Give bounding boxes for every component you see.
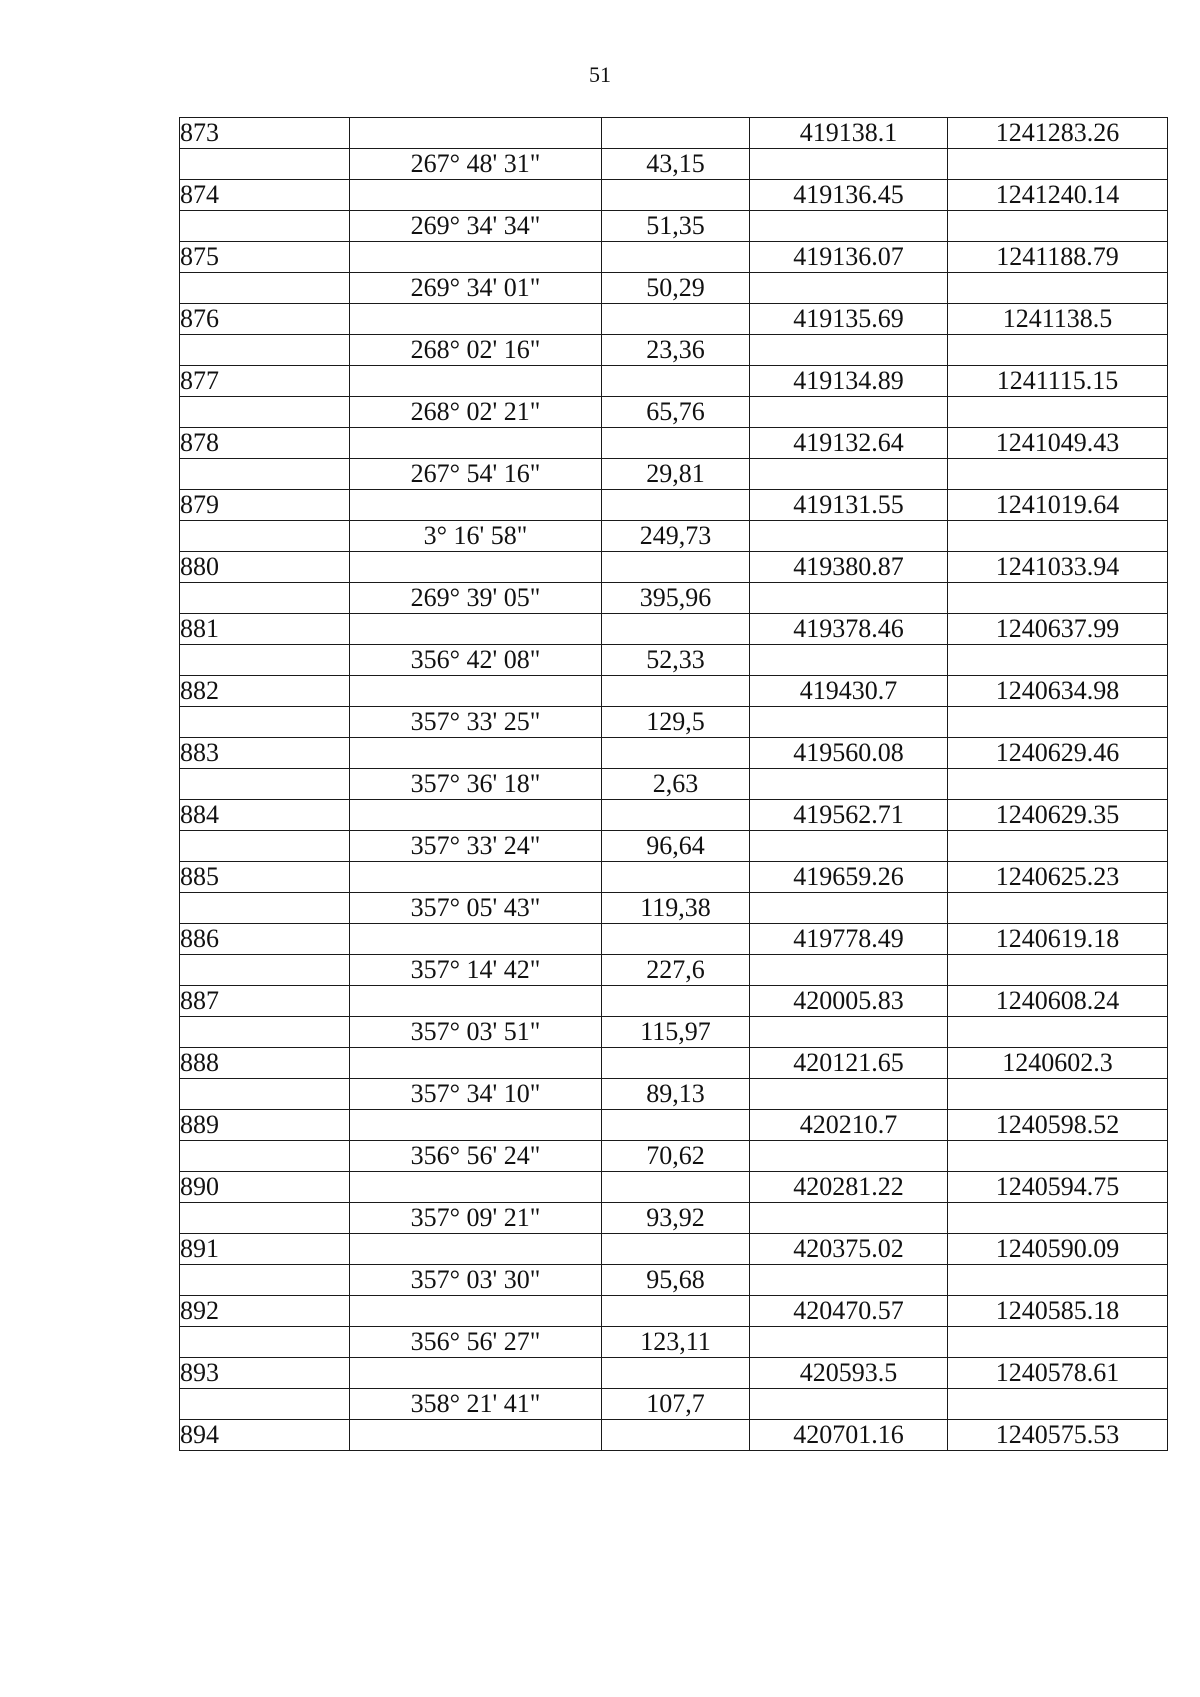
table-row [180, 304, 1168, 335]
distance-cell [602, 738, 750, 769]
point-number-cell: 877 [180, 366, 350, 397]
y-coordinate-cell: 1241115.15 [948, 366, 1168, 397]
distance-cell [602, 862, 750, 893]
x-coordinate-cell [750, 1203, 948, 1234]
table-row [180, 738, 1168, 769]
bearing-angle-cell [350, 304, 602, 335]
y-coordinate-cell [948, 149, 1168, 180]
x-coordinate-cell [750, 211, 948, 242]
x-coordinate-cell [750, 893, 948, 924]
distance-cell [602, 1358, 750, 1389]
x-coordinate-cell: 419560.08 [750, 738, 948, 769]
distance-cell: 65,76 [602, 397, 750, 428]
table-row [180, 211, 1168, 242]
bearing-angle-cell [350, 738, 602, 769]
point-number-cell: 885 [180, 862, 350, 893]
point-number-cell: 883 [180, 738, 350, 769]
table-row [180, 149, 1168, 180]
bearing-angle-cell [350, 986, 602, 1017]
point-number-cell: 890 [180, 1172, 350, 1203]
bearing-angle-cell [350, 490, 602, 521]
x-coordinate-cell [750, 645, 948, 676]
table-row [180, 118, 1168, 149]
table-row [180, 1141, 1168, 1172]
x-coordinate-cell: 419562.71 [750, 800, 948, 831]
table-row [180, 552, 1168, 583]
distance-cell: 43,15 [602, 149, 750, 180]
bearing-angle-cell [350, 552, 602, 583]
distance-cell: 29,81 [602, 459, 750, 490]
point-number-cell [180, 707, 350, 738]
distance-cell [602, 304, 750, 335]
table-row [180, 1358, 1168, 1389]
y-coordinate-cell [948, 397, 1168, 428]
x-coordinate-cell: 420593.5 [750, 1358, 948, 1389]
y-coordinate-cell: 1240625.23 [948, 862, 1168, 893]
y-coordinate-cell [948, 1327, 1168, 1358]
x-coordinate-cell: 420281.22 [750, 1172, 948, 1203]
y-coordinate-cell: 1240585.18 [948, 1296, 1168, 1327]
bearing-angle-cell [350, 1172, 602, 1203]
bearing-angle-cell: 356° 56' 27" [350, 1327, 602, 1358]
x-coordinate-cell: 419136.45 [750, 180, 948, 211]
table-row [180, 676, 1168, 707]
y-coordinate-cell [948, 459, 1168, 490]
table-row [180, 1296, 1168, 1327]
y-coordinate-cell [948, 1203, 1168, 1234]
table-row [180, 986, 1168, 1017]
x-coordinate-cell [750, 1389, 948, 1420]
x-coordinate-cell: 419378.46 [750, 614, 948, 645]
bearing-angle-cell [350, 428, 602, 459]
table-row [180, 397, 1168, 428]
bearing-angle-cell: 358° 21' 41" [350, 1389, 602, 1420]
point-number-cell: 891 [180, 1234, 350, 1265]
distance-cell: 96,64 [602, 831, 750, 862]
table-row [180, 1048, 1168, 1079]
distance-cell [602, 242, 750, 273]
y-coordinate-cell: 1241049.43 [948, 428, 1168, 459]
distance-cell: 52,33 [602, 645, 750, 676]
x-coordinate-cell [750, 1079, 948, 1110]
bearing-angle-cell: 269° 34' 34" [350, 211, 602, 242]
point-number-cell: 878 [180, 428, 350, 459]
bearing-angle-cell: 357° 03' 30" [350, 1265, 602, 1296]
distance-cell: 129,5 [602, 707, 750, 738]
x-coordinate-cell: 419138.1 [750, 118, 948, 149]
y-coordinate-cell [948, 273, 1168, 304]
point-number-cell: 880 [180, 552, 350, 583]
point-number-cell: 888 [180, 1048, 350, 1079]
distance-cell [602, 1420, 750, 1451]
point-number-cell: 884 [180, 800, 350, 831]
x-coordinate-cell: 419380.87 [750, 552, 948, 583]
distance-cell [602, 366, 750, 397]
point-number-cell [180, 769, 350, 800]
table-row [180, 1265, 1168, 1296]
y-coordinate-cell [948, 1389, 1168, 1420]
y-coordinate-cell: 1241283.26 [948, 118, 1168, 149]
x-coordinate-cell: 419132.64 [750, 428, 948, 459]
y-coordinate-cell: 1240594.75 [948, 1172, 1168, 1203]
bearing-angle-cell [350, 924, 602, 955]
x-coordinate-cell: 419659.26 [750, 862, 948, 893]
distance-cell [602, 118, 750, 149]
bearing-angle-cell: 357° 34' 10" [350, 1079, 602, 1110]
point-number-cell: 886 [180, 924, 350, 955]
coordinates-table-body [180, 118, 1168, 1451]
x-coordinate-cell [750, 1017, 948, 1048]
bearing-angle-cell: 357° 33' 25" [350, 707, 602, 738]
bearing-angle-cell [350, 1110, 602, 1141]
bearing-angle-cell [350, 366, 602, 397]
table-row [180, 862, 1168, 893]
y-coordinate-cell [948, 645, 1168, 676]
point-number-cell [180, 1017, 350, 1048]
y-coordinate-cell [948, 831, 1168, 862]
y-coordinate-cell: 1240619.18 [948, 924, 1168, 955]
bearing-angle-cell [350, 614, 602, 645]
table-row [180, 614, 1168, 645]
y-coordinate-cell: 1240578.61 [948, 1358, 1168, 1389]
point-number-cell: 882 [180, 676, 350, 707]
point-number-cell: 881 [180, 614, 350, 645]
y-coordinate-cell: 1240637.99 [948, 614, 1168, 645]
distance-cell: 23,36 [602, 335, 750, 366]
y-coordinate-cell [948, 211, 1168, 242]
point-number-cell: 876 [180, 304, 350, 335]
table-row [180, 428, 1168, 459]
table-row [180, 1234, 1168, 1265]
x-coordinate-cell: 419430.7 [750, 676, 948, 707]
y-coordinate-cell: 1240608.24 [948, 986, 1168, 1017]
x-coordinate-cell [750, 769, 948, 800]
x-coordinate-cell: 420470.57 [750, 1296, 948, 1327]
distance-cell: 2,63 [602, 769, 750, 800]
y-coordinate-cell [948, 583, 1168, 614]
point-number-cell: 893 [180, 1358, 350, 1389]
distance-cell: 249,73 [602, 521, 750, 552]
y-coordinate-cell: 1240598.52 [948, 1110, 1168, 1141]
x-coordinate-cell [750, 955, 948, 986]
point-number-cell [180, 397, 350, 428]
x-coordinate-cell [750, 831, 948, 862]
table-row [180, 769, 1168, 800]
distance-cell [602, 614, 750, 645]
distance-cell: 395,96 [602, 583, 750, 614]
point-number-cell [180, 273, 350, 304]
y-coordinate-cell: 1241019.64 [948, 490, 1168, 521]
table-row [180, 893, 1168, 924]
table-row [180, 707, 1168, 738]
x-coordinate-cell: 420121.65 [750, 1048, 948, 1079]
bearing-angle-cell [350, 1048, 602, 1079]
y-coordinate-cell: 1241033.94 [948, 552, 1168, 583]
point-number-cell: 875 [180, 242, 350, 273]
x-coordinate-cell [750, 149, 948, 180]
table-row [180, 955, 1168, 986]
bearing-angle-cell: 267° 48' 31" [350, 149, 602, 180]
bearing-angle-cell [350, 180, 602, 211]
point-number-cell: 874 [180, 180, 350, 211]
distance-cell [602, 1234, 750, 1265]
table-row [180, 366, 1168, 397]
bearing-angle-cell [350, 1234, 602, 1265]
bearing-angle-cell: 357° 14' 42" [350, 955, 602, 986]
x-coordinate-cell: 419134.89 [750, 366, 948, 397]
y-coordinate-cell [948, 1017, 1168, 1048]
bearing-angle-cell: 356° 42' 08" [350, 645, 602, 676]
table-row [180, 1420, 1168, 1451]
point-number-cell [180, 893, 350, 924]
x-coordinate-cell [750, 583, 948, 614]
distance-cell: 107,7 [602, 1389, 750, 1420]
table-row [180, 180, 1168, 211]
distance-cell [602, 924, 750, 955]
x-coordinate-cell: 419136.07 [750, 242, 948, 273]
bearing-angle-cell: 268° 02' 21" [350, 397, 602, 428]
table-row [180, 273, 1168, 304]
y-coordinate-cell: 1241138.5 [948, 304, 1168, 335]
bearing-angle-cell [350, 676, 602, 707]
distance-cell: 123,11 [602, 1327, 750, 1358]
y-coordinate-cell [948, 1141, 1168, 1172]
distance-cell [602, 986, 750, 1017]
distance-cell: 115,97 [602, 1017, 750, 1048]
x-coordinate-cell: 420375.02 [750, 1234, 948, 1265]
distance-cell: 89,13 [602, 1079, 750, 1110]
point-number-cell [180, 211, 350, 242]
table-row [180, 1172, 1168, 1203]
table-row [180, 459, 1168, 490]
y-coordinate-cell: 1241240.14 [948, 180, 1168, 211]
x-coordinate-cell: 420210.7 [750, 1110, 948, 1141]
x-coordinate-cell: 419778.49 [750, 924, 948, 955]
point-number-cell [180, 459, 350, 490]
point-number-cell [180, 955, 350, 986]
x-coordinate-cell [750, 273, 948, 304]
distance-cell [602, 1296, 750, 1327]
y-coordinate-cell: 1240629.35 [948, 800, 1168, 831]
point-number-cell: 894 [180, 1420, 350, 1451]
distance-cell [602, 800, 750, 831]
bearing-angle-cell [350, 1358, 602, 1389]
x-coordinate-cell: 419131.55 [750, 490, 948, 521]
bearing-angle-cell: 357° 33' 24" [350, 831, 602, 862]
distance-cell: 227,6 [602, 955, 750, 986]
point-number-cell [180, 645, 350, 676]
point-number-cell: 889 [180, 1110, 350, 1141]
y-coordinate-cell: 1240575.53 [948, 1420, 1168, 1451]
table-row [180, 831, 1168, 862]
point-number-cell [180, 149, 350, 180]
table-row [180, 242, 1168, 273]
distance-cell [602, 552, 750, 583]
distance-cell: 119,38 [602, 893, 750, 924]
distance-cell [602, 1048, 750, 1079]
distance-cell [602, 180, 750, 211]
y-coordinate-cell [948, 955, 1168, 986]
x-coordinate-cell [750, 1141, 948, 1172]
bearing-angle-cell: 357° 09' 21" [350, 1203, 602, 1234]
bearing-angle-cell [350, 1296, 602, 1327]
point-number-cell [180, 1389, 350, 1420]
point-number-cell: 879 [180, 490, 350, 521]
bearing-angle-cell: 357° 03' 51" [350, 1017, 602, 1048]
table-row [180, 1327, 1168, 1358]
x-coordinate-cell: 420701.16 [750, 1420, 948, 1451]
point-number-cell: 887 [180, 986, 350, 1017]
table-row [180, 1079, 1168, 1110]
bearing-angle-cell: 267° 54' 16" [350, 459, 602, 490]
point-number-cell: 873 [180, 118, 350, 149]
page-number: 51 [589, 62, 611, 87]
bearing-angle-cell [350, 800, 602, 831]
bearing-angle-cell: 3° 16' 58" [350, 521, 602, 552]
point-number-cell [180, 1203, 350, 1234]
y-coordinate-cell [948, 707, 1168, 738]
x-coordinate-cell [750, 707, 948, 738]
x-coordinate-cell [750, 459, 948, 490]
bearing-angle-cell: 269° 39' 05" [350, 583, 602, 614]
table-row [180, 1110, 1168, 1141]
y-coordinate-cell [948, 1265, 1168, 1296]
x-coordinate-cell [750, 1265, 948, 1296]
distance-cell: 95,68 [602, 1265, 750, 1296]
point-number-cell [180, 335, 350, 366]
y-coordinate-cell [948, 893, 1168, 924]
bearing-angle-cell [350, 118, 602, 149]
table-row [180, 335, 1168, 366]
coordinates-table [179, 117, 1168, 1451]
table-row [180, 800, 1168, 831]
distance-cell: 93,92 [602, 1203, 750, 1234]
point-number-cell [180, 1141, 350, 1172]
y-coordinate-cell: 1240634.98 [948, 676, 1168, 707]
distance-cell [602, 428, 750, 459]
bearing-angle-cell [350, 1420, 602, 1451]
distance-cell: 70,62 [602, 1141, 750, 1172]
distance-cell [602, 1110, 750, 1141]
distance-cell [602, 490, 750, 521]
x-coordinate-cell: 420005.83 [750, 986, 948, 1017]
bearing-angle-cell [350, 242, 602, 273]
table-row [180, 490, 1168, 521]
distance-cell: 50,29 [602, 273, 750, 304]
table-row [180, 583, 1168, 614]
bearing-angle-cell: 269° 34' 01" [350, 273, 602, 304]
x-coordinate-cell [750, 521, 948, 552]
bearing-angle-cell [350, 862, 602, 893]
point-number-cell [180, 1327, 350, 1358]
point-number-cell [180, 831, 350, 862]
point-number-cell: 892 [180, 1296, 350, 1327]
y-coordinate-cell: 1241188.79 [948, 242, 1168, 273]
x-coordinate-cell: 419135.69 [750, 304, 948, 335]
y-coordinate-cell: 1240629.46 [948, 738, 1168, 769]
table-row [180, 1017, 1168, 1048]
distance-cell: 51,35 [602, 211, 750, 242]
table-row [180, 645, 1168, 676]
bearing-angle-cell: 357° 36' 18" [350, 769, 602, 800]
point-number-cell [180, 1265, 350, 1296]
x-coordinate-cell [750, 335, 948, 366]
distance-cell [602, 676, 750, 707]
bearing-angle-cell: 356° 56' 24" [350, 1141, 602, 1172]
point-number-cell [180, 1079, 350, 1110]
table-row [180, 1203, 1168, 1234]
bearing-angle-cell: 357° 05' 43" [350, 893, 602, 924]
bearing-angle-cell: 268° 02' 16" [350, 335, 602, 366]
y-coordinate-cell [948, 769, 1168, 800]
x-coordinate-cell [750, 1327, 948, 1358]
y-coordinate-cell [948, 521, 1168, 552]
table-row [180, 924, 1168, 955]
x-coordinate-cell [750, 397, 948, 428]
y-coordinate-cell: 1240602.3 [948, 1048, 1168, 1079]
point-number-cell [180, 583, 350, 614]
y-coordinate-cell [948, 335, 1168, 366]
y-coordinate-cell: 1240590.09 [948, 1234, 1168, 1265]
y-coordinate-cell [948, 1079, 1168, 1110]
table-row [180, 1389, 1168, 1420]
distance-cell [602, 1172, 750, 1203]
table-row [180, 521, 1168, 552]
point-number-cell [180, 521, 350, 552]
